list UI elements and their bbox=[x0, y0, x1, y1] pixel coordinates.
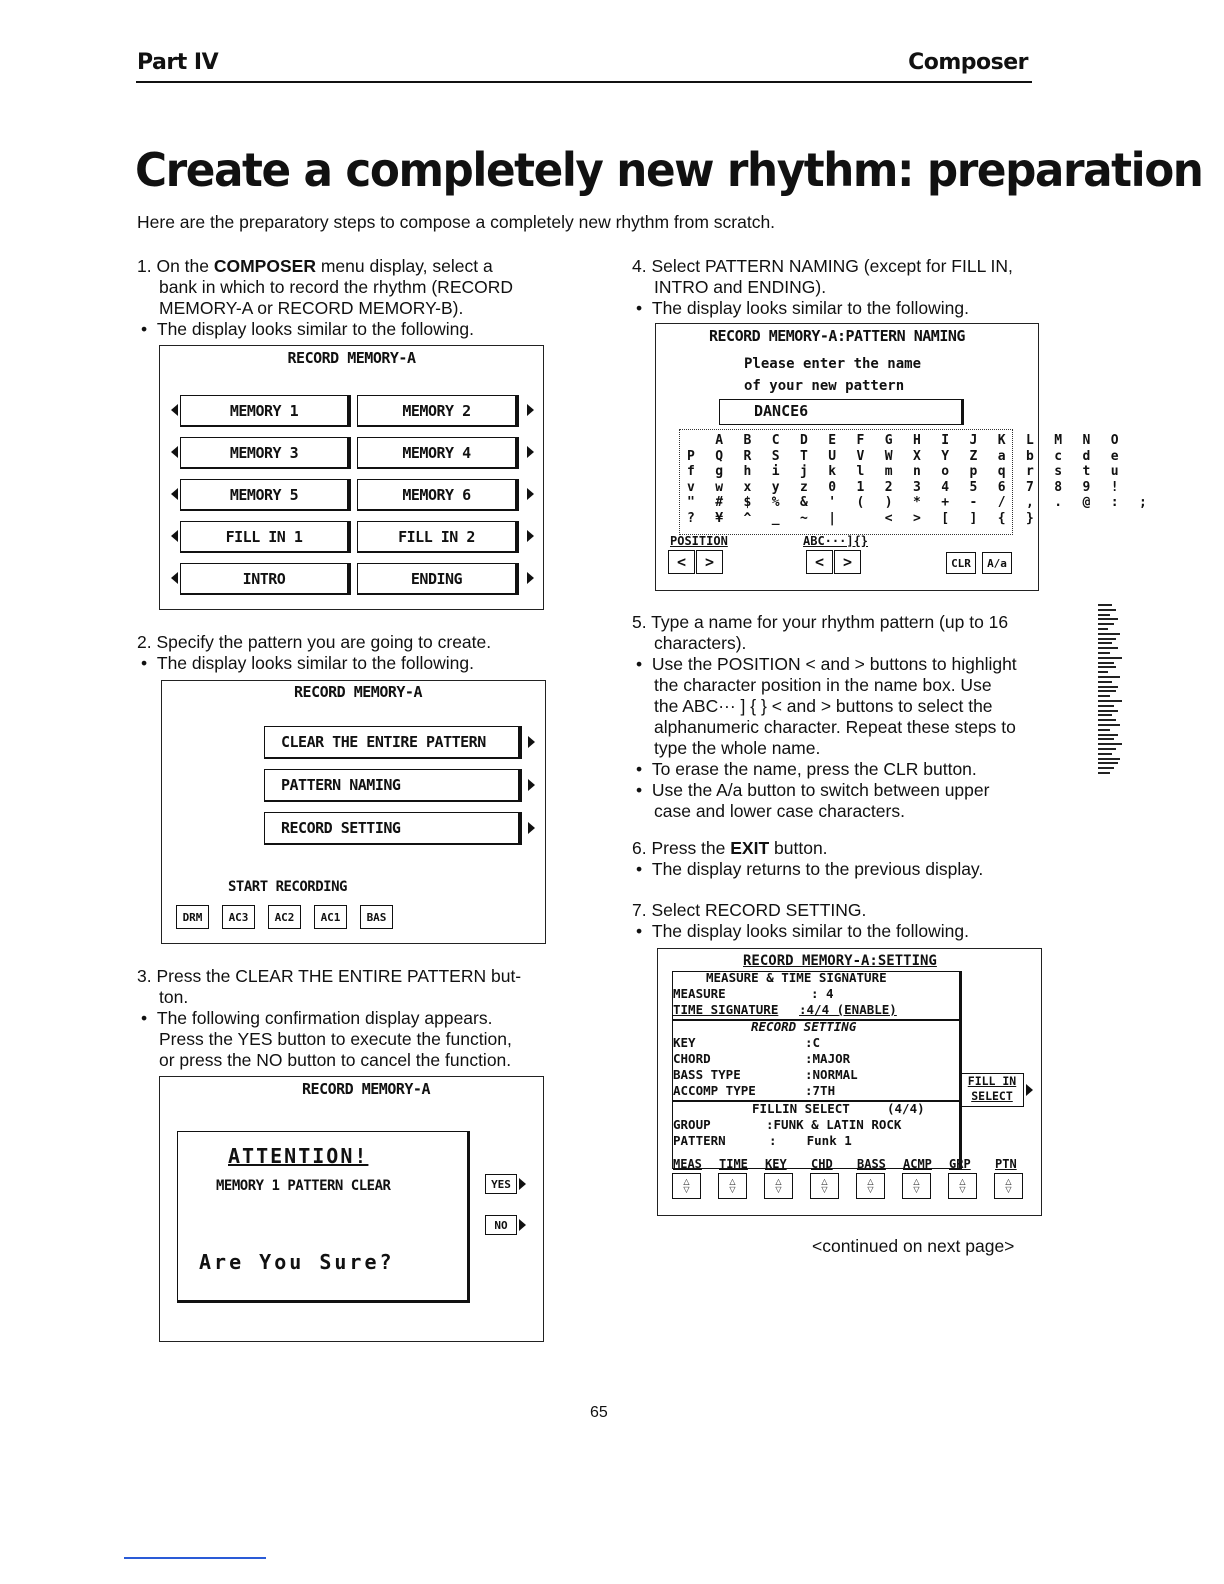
up-down-icon: △ ▽ bbox=[729, 1177, 736, 1194]
thumb-mark bbox=[1098, 609, 1116, 611]
character-grid-row[interactable]: A B C D E F G H I J K L M N O bbox=[687, 433, 1125, 448]
updown-button-grp[interactable] bbox=[948, 1173, 977, 1199]
updown-button-key[interactable] bbox=[764, 1173, 793, 1199]
pattern-naming-button[interactable]: PATTERN NAMING bbox=[264, 769, 522, 802]
pattern-value: : Funk 1 bbox=[769, 1133, 852, 1148]
thumb-mark bbox=[1098, 628, 1108, 630]
lcd4-title: RECORD MEMORY-A:PATTERN NAMING bbox=[709, 327, 965, 345]
step-6: 6. Press the EXIT button. • The display returns to the previous display. bbox=[632, 838, 984, 879]
thumb-mark bbox=[1098, 686, 1118, 688]
character-grid-row[interactable]: f g h i j k l m n o p q r s t u bbox=[687, 464, 1125, 479]
right-arrow-icon bbox=[528, 779, 535, 791]
thumb-mark bbox=[1098, 714, 1112, 716]
thumb-mark bbox=[1098, 695, 1110, 697]
character-grid[interactable] bbox=[679, 429, 1154, 535]
footer-line bbox=[124, 1557, 266, 1559]
thumb-mark bbox=[1098, 772, 1110, 774]
thumb-mark bbox=[1098, 734, 1118, 736]
fillin-select-label: FILLIN SELECT bbox=[752, 1101, 850, 1116]
thumb-mark bbox=[1098, 671, 1108, 673]
thumb-mark bbox=[1098, 666, 1116, 668]
key-label: KEY bbox=[673, 1035, 696, 1050]
section-label: Composer bbox=[908, 50, 1028, 75]
thumb-mark bbox=[1098, 633, 1120, 635]
memory-bank-button[interactable]: ENDING bbox=[357, 563, 519, 595]
character-grid-row[interactable]: P Q R S T U V W X Y Z a b c d e bbox=[687, 448, 1125, 464]
memory-bank-button[interactable]: MEMORY 2 bbox=[357, 395, 519, 427]
no-button[interactable]: NO bbox=[485, 1215, 517, 1235]
clear-entire-pattern-button[interactable]: CLEAR THE ENTIRE PATTERN bbox=[264, 726, 522, 759]
chord-value: :MAJOR bbox=[805, 1051, 851, 1066]
right-arrow-icon bbox=[528, 736, 535, 748]
track-button-bas[interactable]: BAS bbox=[360, 905, 393, 929]
abc-label: ABC···]{} bbox=[803, 534, 869, 548]
chord-label: CHORD bbox=[673, 1051, 711, 1066]
thumb-mark bbox=[1098, 743, 1122, 745]
thumb-mark bbox=[1098, 638, 1116, 640]
lcd3-title: RECORD MEMORY-A bbox=[302, 1080, 430, 1098]
thumb-mark bbox=[1098, 623, 1114, 625]
position-left-button[interactable]: < bbox=[668, 550, 695, 574]
thumb-mark bbox=[1098, 657, 1122, 659]
no-arrow-icon bbox=[519, 1219, 526, 1231]
thumb-index-marks bbox=[1098, 604, 1130, 784]
updown-button-time[interactable] bbox=[718, 1173, 747, 1199]
continued-note: <continued on next page> bbox=[812, 1236, 1015, 1256]
memory-bank-button[interactable]: MEMORY 3 bbox=[180, 437, 351, 469]
attention-dialog bbox=[177, 1131, 470, 1303]
up-down-icon: △ ▽ bbox=[821, 1177, 828, 1194]
up-down-icon: △ ▽ bbox=[775, 1177, 782, 1194]
thumb-mark bbox=[1098, 604, 1112, 606]
thumb-mark bbox=[1098, 618, 1118, 620]
naming-prompt-line1: Please enter the name bbox=[744, 356, 922, 372]
left-arrow-icon bbox=[171, 530, 178, 542]
thumb-mark bbox=[1098, 647, 1118, 649]
bottom-label-chd: CHD bbox=[811, 1157, 833, 1171]
up-down-icon: △ ▽ bbox=[913, 1177, 920, 1194]
memory-bank-button[interactable]: FILL IN 2 bbox=[357, 521, 519, 553]
memory-bank-button[interactable]: FILL IN 1 bbox=[180, 521, 351, 553]
updown-button-acmp[interactable] bbox=[902, 1173, 931, 1199]
yes-button[interactable]: YES bbox=[485, 1174, 517, 1194]
memory-bank-button[interactable]: MEMORY 1 bbox=[180, 395, 351, 427]
thumb-mark bbox=[1098, 652, 1110, 654]
measure-time-box[interactable] bbox=[672, 971, 962, 1021]
bottom-label-time: TIME bbox=[719, 1157, 748, 1171]
group-label: GROUP bbox=[673, 1117, 711, 1132]
bottom-label-ptn: PTN bbox=[995, 1157, 1017, 1171]
thumb-mark bbox=[1098, 705, 1114, 707]
thumb-mark bbox=[1098, 729, 1110, 731]
memory-bank-button[interactable]: MEMORY 5 bbox=[180, 479, 351, 511]
thumb-mark bbox=[1098, 681, 1112, 683]
thumb-mark bbox=[1098, 690, 1116, 692]
lcd-pattern-naming bbox=[655, 323, 1154, 591]
bottom-label-key: KEY bbox=[765, 1157, 787, 1171]
position-label: POSITION bbox=[670, 534, 728, 548]
memory-bank-button[interactable]: MEMORY 6 bbox=[357, 479, 519, 511]
up-down-icon: △ ▽ bbox=[683, 1177, 690, 1194]
bottom-label-meas: MEAS bbox=[673, 1157, 702, 1171]
track-button-drm[interactable]: DRM bbox=[176, 905, 209, 929]
record-setting-heading: RECORD SETTING bbox=[751, 1019, 857, 1034]
left-arrow-icon bbox=[171, 404, 178, 416]
accomp-type-label: ACCOMP TYPE bbox=[673, 1083, 756, 1098]
bottom-label-grp: GRP bbox=[949, 1157, 971, 1171]
timesig-value: :4/4 (ENABLE) bbox=[799, 1002, 897, 1017]
left-arrow-icon bbox=[171, 488, 178, 500]
right-arrow-icon bbox=[527, 530, 534, 542]
lcd2-title: RECORD MEMORY-A bbox=[294, 683, 422, 701]
left-arrow-icon bbox=[171, 572, 178, 584]
yes-arrow-icon bbox=[519, 1178, 526, 1190]
updown-button-bass[interactable] bbox=[856, 1173, 885, 1199]
right-arrow-icon bbox=[527, 488, 534, 500]
thumb-mark bbox=[1098, 748, 1116, 750]
page-number: 65 bbox=[590, 1404, 608, 1421]
thumb-mark bbox=[1098, 662, 1114, 664]
key-value: :C bbox=[805, 1035, 821, 1050]
header-rule bbox=[136, 81, 1032, 83]
step-3: 3. Press the CLEAR THE ENTIRE PATTERN but- ton. • The following confirmation display appears. Press the YES button to execute the function, or press the NO button to cancel the function. bbox=[137, 966, 522, 1070]
character-grid-row[interactable]: ? ¥ ^ _ ~ | < > [ ] { } bbox=[687, 510, 1041, 526]
step-4: 4. Select PATTERN NAMING (except for FILL IN, INTRO and ENDING). • The display looks similar to the following. bbox=[632, 256, 1013, 318]
thumb-mark bbox=[1098, 700, 1122, 702]
fillin-select-button[interactable]: FILL IN SELECT bbox=[960, 1073, 1024, 1107]
position-right-button[interactable]: > bbox=[696, 550, 723, 574]
character-grid-row[interactable]: v w x y z 0 1 2 3 4 5 6 7 8 9 ! bbox=[687, 479, 1125, 495]
page-title: Create a completely new rhythm: preparation bbox=[135, 143, 1203, 197]
step-2: 2. Specify the pattern you are going to create. • The display looks similar to the following. bbox=[137, 632, 492, 673]
attention-message: MEMORY 1 PATTERN CLEAR bbox=[216, 1178, 391, 1194]
lcd7-title: RECORD MEMORY-A:SETTING bbox=[743, 953, 937, 969]
right-arrow-icon bbox=[528, 822, 535, 834]
name-input[interactable] bbox=[719, 399, 964, 425]
fillin-select-value: (4/4) bbox=[887, 1101, 925, 1116]
right-arrow-icon bbox=[527, 572, 534, 584]
updown-button-ptn[interactable] bbox=[994, 1173, 1023, 1199]
fillin-arrow-icon bbox=[1026, 1084, 1033, 1096]
record-setting-button[interactable]: RECORD SETTING bbox=[264, 812, 522, 845]
up-down-icon: △ ▽ bbox=[867, 1177, 874, 1194]
record-setting-box[interactable] bbox=[672, 1019, 962, 1169]
track-button-ac2[interactable]: AC2 bbox=[268, 905, 301, 929]
track-button-ac3[interactable]: AC3 bbox=[222, 905, 255, 929]
char-right-button[interactable]: > bbox=[834, 550, 861, 574]
start-recording-label: START RECORDING bbox=[228, 879, 347, 895]
step-5: 5. Type a name for your rhythm pattern (up to 16 characters). • Use the POSITION < and > buttons to highlight the character position in the name box. Use the ABC··· ] { } < and > buttons to select the alphanumeric character. Repeat these steps to type the whole name. • To erase the name, press the CLR button. • Use the A/a button to switch between upper case and lower case characters. bbox=[632, 612, 1017, 821]
group-value: :FUNK & LATIN ROCK bbox=[766, 1117, 902, 1132]
bottom-label-bass: BASS bbox=[857, 1157, 886, 1171]
thumb-mark bbox=[1098, 719, 1116, 721]
measure-time-heading: MEASURE & TIME SIGNATURE bbox=[706, 970, 887, 985]
char-left-button[interactable]: < bbox=[806, 550, 833, 574]
bass-type-label: BASS TYPE bbox=[673, 1067, 741, 1082]
lcd-record-setting bbox=[657, 948, 1042, 1216]
left-arrow-icon bbox=[171, 446, 178, 458]
lcd-confirmation bbox=[159, 1076, 544, 1342]
thumb-mark bbox=[1098, 724, 1120, 726]
updown-button-chd[interactable] bbox=[810, 1173, 839, 1199]
accomp-type-value: :7TH bbox=[805, 1083, 836, 1098]
case-toggle-button[interactable]: A/a bbox=[982, 552, 1012, 574]
measure-value: : 4 bbox=[811, 986, 834, 1001]
right-arrow-icon bbox=[527, 446, 534, 458]
step-1: 1. On the COMPOSER menu display, select a bank in which to record the rhythm (RECORD MEMORY-A or RECORD MEMORY-B). • The display looks similar to the following. bbox=[137, 256, 514, 339]
track-button-ac1[interactable]: AC1 bbox=[314, 905, 347, 929]
memory-bank-button[interactable]: MEMORY 4 bbox=[357, 437, 519, 469]
right-arrow-icon bbox=[527, 404, 534, 416]
lcd1-title: RECORD MEMORY-A bbox=[287, 349, 416, 367]
naming-prompt-line2: of your new pattern bbox=[744, 378, 905, 394]
thumb-mark bbox=[1098, 758, 1120, 760]
thumb-mark bbox=[1098, 642, 1112, 644]
thumb-mark bbox=[1098, 767, 1114, 769]
thumb-mark bbox=[1098, 614, 1110, 616]
timesig-label: TIME SIGNATURE bbox=[673, 1002, 779, 1017]
bass-type-value: :NORMAL bbox=[805, 1067, 858, 1082]
memory-bank-button[interactable]: INTRO bbox=[180, 563, 351, 595]
name-input-value: DANCE6 bbox=[754, 402, 809, 420]
intro-text: Here are the preparatory steps to compose a completely new rhythm from scratch. bbox=[137, 212, 776, 232]
up-down-icon: △ ▽ bbox=[1005, 1177, 1012, 1194]
updown-button-meas[interactable] bbox=[672, 1173, 701, 1199]
clr-button[interactable]: CLR bbox=[946, 552, 976, 574]
measure-label: MEASURE bbox=[673, 986, 726, 1001]
attention-heading: ATTENTION! bbox=[228, 1144, 369, 1168]
bottom-label-acmp: ACMP bbox=[903, 1157, 932, 1171]
part-label: Part IV bbox=[137, 50, 219, 75]
character-grid-row[interactable]: " # $ % & ' ( ) * + - / , . @ : ; bbox=[687, 495, 1154, 510]
pattern-label: PATTERN bbox=[673, 1133, 726, 1148]
thumb-mark bbox=[1098, 753, 1112, 755]
step-7: 7. Select RECORD SETTING. • The display looks similar to the following. bbox=[632, 900, 969, 941]
thumb-mark bbox=[1098, 710, 1118, 712]
up-down-icon: △ ▽ bbox=[959, 1177, 966, 1194]
are-you-sure-text: Are You Sure? bbox=[199, 1250, 395, 1274]
thumb-mark bbox=[1098, 738, 1114, 740]
thumb-mark bbox=[1098, 762, 1118, 764]
thumb-mark bbox=[1098, 676, 1120, 678]
